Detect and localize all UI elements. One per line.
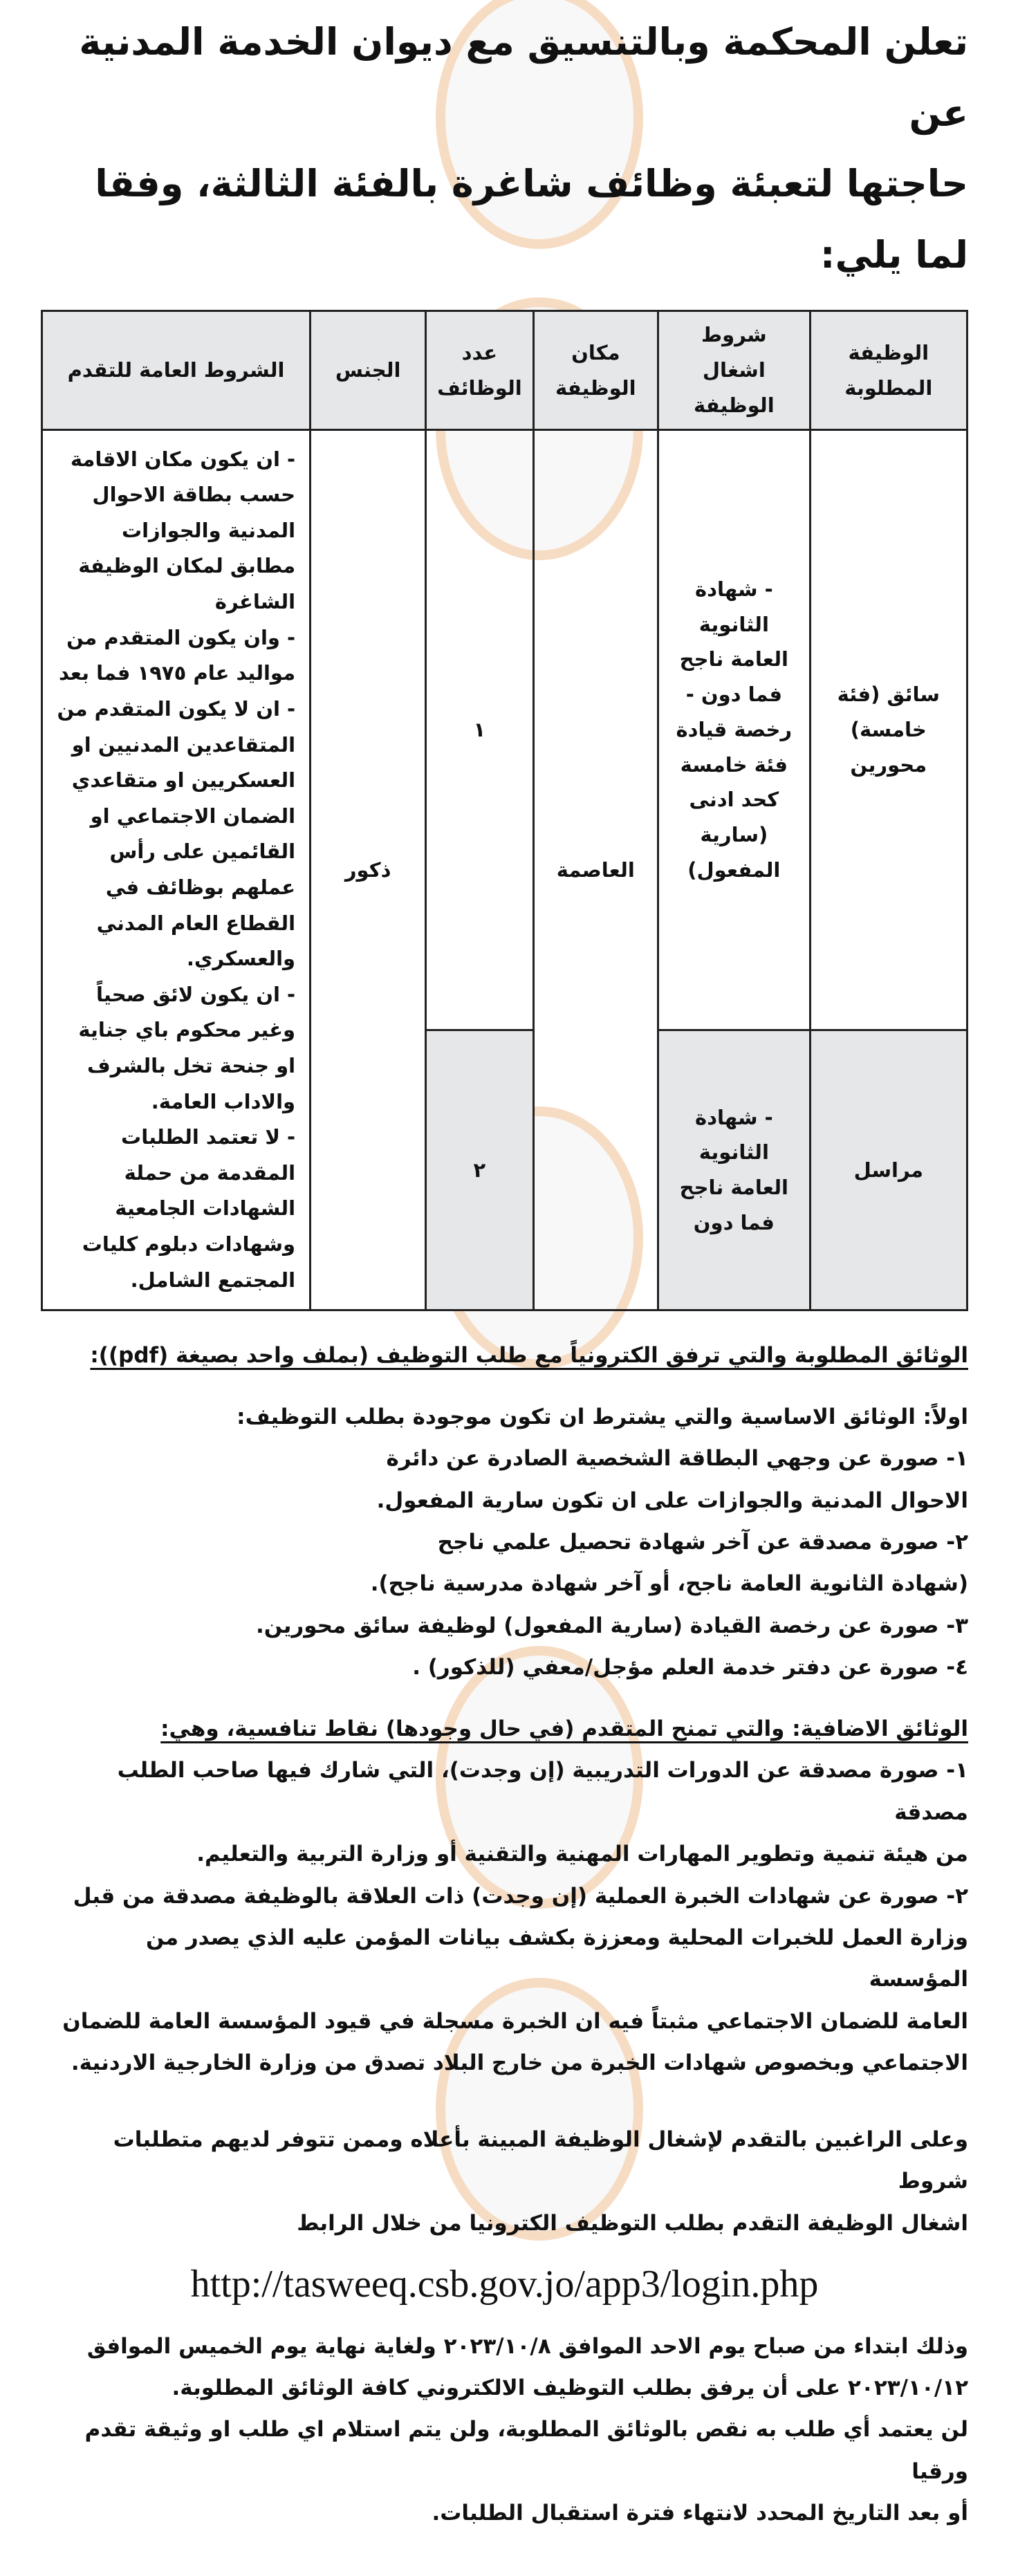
date-line: وذلك ابتداء من صباح يوم الاحد الموافق ٢٠٢٣/١٠/٨ ولغاية نهاية يوم الخميس الموافق [86,2333,968,2359]
title-line-1: تعلن المحكمة وبالتنسيق مع ديوان الخدمة المدنية عن [79,20,968,135]
general-condition: - ان لا يكون المتقدم من المتقاعدين المدنيين او العسكريين او متقاعدي الضمان الاجتماعي او القائمين على رأس عملهم بوظائف في القطاع العام المدني والعسكري. [57,696,296,971]
general-condition: - لا تعتمد الطلبات المقدمة من حملة الشهادات الجامعية وشهادات دبلوم كليات المجتمع الشامل. [82,1125,296,1292]
general-condition: - ان يكون مكان الاقامة حسب بطاقة الاحوال المدنية والجوازات مطابق لمكان الوظيفة الشاغرة [70,447,296,614]
cell-count: ١ [426,429,533,1030]
doc-line: العامة للضمان الاجتماعي مثبتاً فيه ان الخبرة مسجلة في قيود المؤسسة العامة للضمان [62,2008,968,2034]
doc-line: الاجتماعي وبخصوص شهادات الخبرة من خارج البلاد تصدق من وزارة الخارجية الاردنية. [71,2050,968,2076]
doc-line: ٤- صورة عن دفتر خدمة العلم مؤجل/معفي (للذكور) . [412,1655,968,1680]
warning-line: أو بعد التاريخ المحدد لانتهاء فترة استقبال الطلبات. [432,2501,968,2526]
basic-docs-heading: اولاً: الوثائق الاساسية والتي يشترط ان تكون موجودة بطلب التوظيف: [237,1404,968,1429]
cell-gender: ذكور [311,429,426,1310]
header-place: مكان الوظيفة [533,311,658,429]
required-docs-heading: الوثائق المطلوبة والتي ترفق الكترونياً مع طلب التوظيف (بملف واحد بصيغة (pdf)): [90,1343,968,1369]
cell-count: ٢ [426,1030,533,1310]
cell-place: العاصمة [533,429,658,1310]
header-job: الوظيفة المطلوبة [810,311,967,429]
doc-line: ٣- صورة عن رخصة القيادة (سارية المفعول) لوظيفة سائق محورين. [256,1613,968,1638]
cell-job: سائق (فئة خامسة) محورين [810,429,967,1030]
vacancies-table [41,310,968,1311]
doc-line: وزارة العمل للخبرات المحلية ومعززة بكشف بيانات المؤمن عليه الذي يصدر من المؤسسة [145,1925,968,1992]
cell-general-conditions [42,429,311,1310]
header-job-conditions: شروط اشغال الوظيفة [658,311,810,429]
cell-job: مراسل [810,1030,967,1310]
table-header-row [42,311,968,429]
doc-line: ١- صورة عن وجهي البطاقة الشخصية الصادرة عن دائرة [386,1446,968,1472]
doc-line: ٢- صورة عن شهادات الخبرة العملية (إن وجدت) ذات العلاقة بالوظيفة مصدقة من قبل [73,1883,968,1909]
doc-line: الاحوال المدنية والجوازات على ان تكون سارية المفعول. [376,1488,968,1513]
doc-line: (شهادة الثانوية العامة ناجح، أو آخر شهادة مدرسية ناجح). [370,1571,968,1597]
header-general-conditions: الشروط العامة للتقدم [42,311,311,429]
additional-docs-heading: الوثائق الاضافية: والتي تمنح المتقدم (في حال وجودها) نقاط تنافسية، وهي: [160,1716,968,1741]
warning-line: لن يعتمد أي طلب به نقص بالوثائق المطلوبة، ولن يتم استلام اي طلب او وثيقة تقدم ورقيا [84,2417,968,2484]
cell-job-conditions: - شهادة الثانوية العامة ناجح فما دون [658,1030,810,1310]
date-line: ٢٠٢٣/١٠/١٢ على أن يرفق بطلب التوظيف الالكتروني كافة الوثائق المطلوبة. [172,2375,968,2401]
apply-line: وعلى الراغبين بالتقدم لإشغال الوظيفة المبينة بأعلاه وممن تتوفر لديهم متطلبات شروط [113,2126,968,2194]
title-line-2: حاجتها لتعبئة وظائف شاغرة بالفئة الثالثة، وفقا لما يلي: [95,162,968,277]
table-row [42,429,968,1030]
general-condition: - وان يكون المتقدم من مواليد عام ١٩٧٥ فما بعد [59,625,296,685]
cell-job-conditions: - شهادة الثانوية العامة ناجح فما دون - رخصة قيادة فئة خامسة كحد ادنى (سارية المفعول) [658,429,810,1030]
doc-line: ١- صورة مصدقة عن الدورات التدريبية (إن وجدت)، التي شارك فيها صاحب الطلب مصدقة [117,1758,968,1825]
header-gender: الجنس [311,311,426,429]
application-link[interactable]: http://tasweeq.csb.gov.jo/app3/login.php [190,2263,819,2306]
general-condition: - ان يكون لائق صحياً وغير محكوم باي جناية او جنحة تخل بالشرف والاداب العامة. [78,982,296,1113]
doc-line: ٢- صورة مصدقة عن آخر شهادة تحصيل علمي ناجح [437,1530,968,1555]
announcement [41,0,968,2576]
doc-line: من هيئة تنمية وتطوير المهارات المهنية والتقنية أو وزارة التربية والتعليم. [196,1842,968,1867]
apply-line: اشغال الوظيفة التقدم بطلب التوظيف الكترونيا من خلال الرابط [297,2210,968,2236]
header-count: عدد الوظائف [426,311,533,429]
